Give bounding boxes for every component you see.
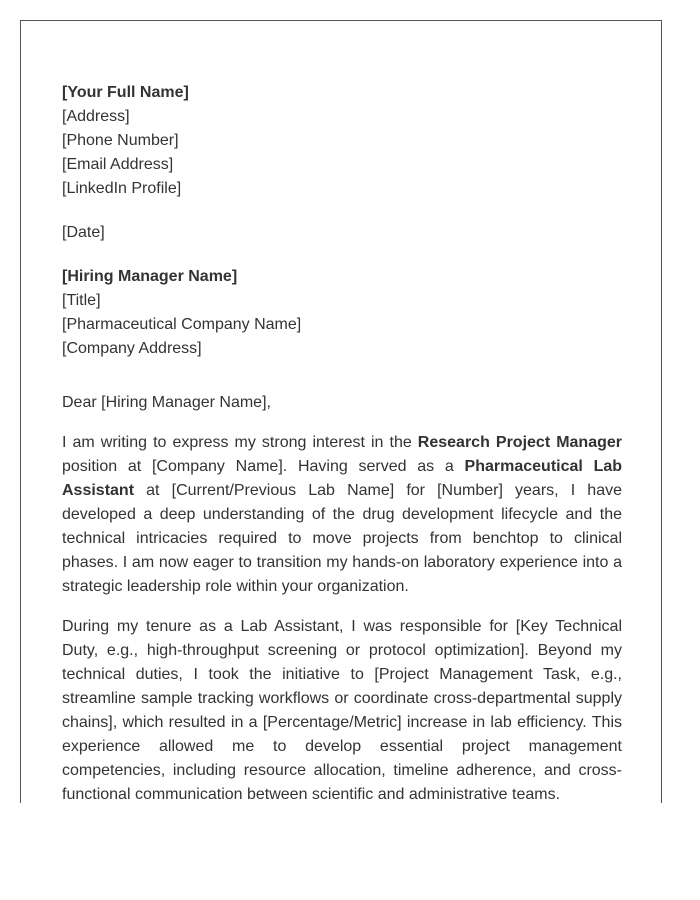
p1-current-role: Pharmaceutical Lab Assistant [62,458,623,499]
body-paragraph-2: During my tenure as a Lab Assistant, I was responsible for [Key Technical Duty, e.g., high-throughput screening or protocol optimization]. Beyond my technical duties, I took the initiative to [Project Management Task, e.g., streamline sample tracking workflows or coordinate cross-departmental supply chains], which resulted in a [Percentage/Metric] increase in lab efficiency. This experience allowed me to develop essential project management competencies, including resource allocation, timeline adherence, and cross-functional communication between scientific and administrative teams. [62,618,622,803]
recipient-address: [Company Address] [62,340,202,357]
sender-linkedin: [LinkedIn Profile] [62,180,182,197]
letter-date: [Date] [62,224,105,241]
recipient-title: [Title] [62,292,101,309]
letter-page [20,20,662,803]
body-paragraph-1 [62,431,622,599]
p1-text-3: at [Current/Previous Lab Name] for [Number] years, I have developed a deep understanding of the drug development lifecycle and the technical intricacies required to move projects from benchtop to clinical phases. I am now eager to transition my hands-on laboratory experience into a strategic leadership role within your organization. [62,482,622,595]
letter-content [62,81,622,803]
p1-text-2: position at [Company Name]. Having served as a [62,458,465,475]
sender-email: [Email Address] [62,156,174,173]
p1-text-1: I am writing to express my strong interest in the [62,434,418,451]
sender-name: [Your Full Name] [62,84,189,101]
salutation: Dear [Hiring Manager Name], [62,394,271,411]
sender-phone: [Phone Number] [62,132,179,149]
sender-block [62,81,622,201]
p1-role: Research Project Manager [417,434,622,451]
recipient-name: [Hiring Manager Name] [62,268,238,285]
sender-address: [Address] [62,108,130,125]
recipient-company: [Pharmaceutical Company Name] [62,316,302,333]
recipient-block [62,265,622,361]
